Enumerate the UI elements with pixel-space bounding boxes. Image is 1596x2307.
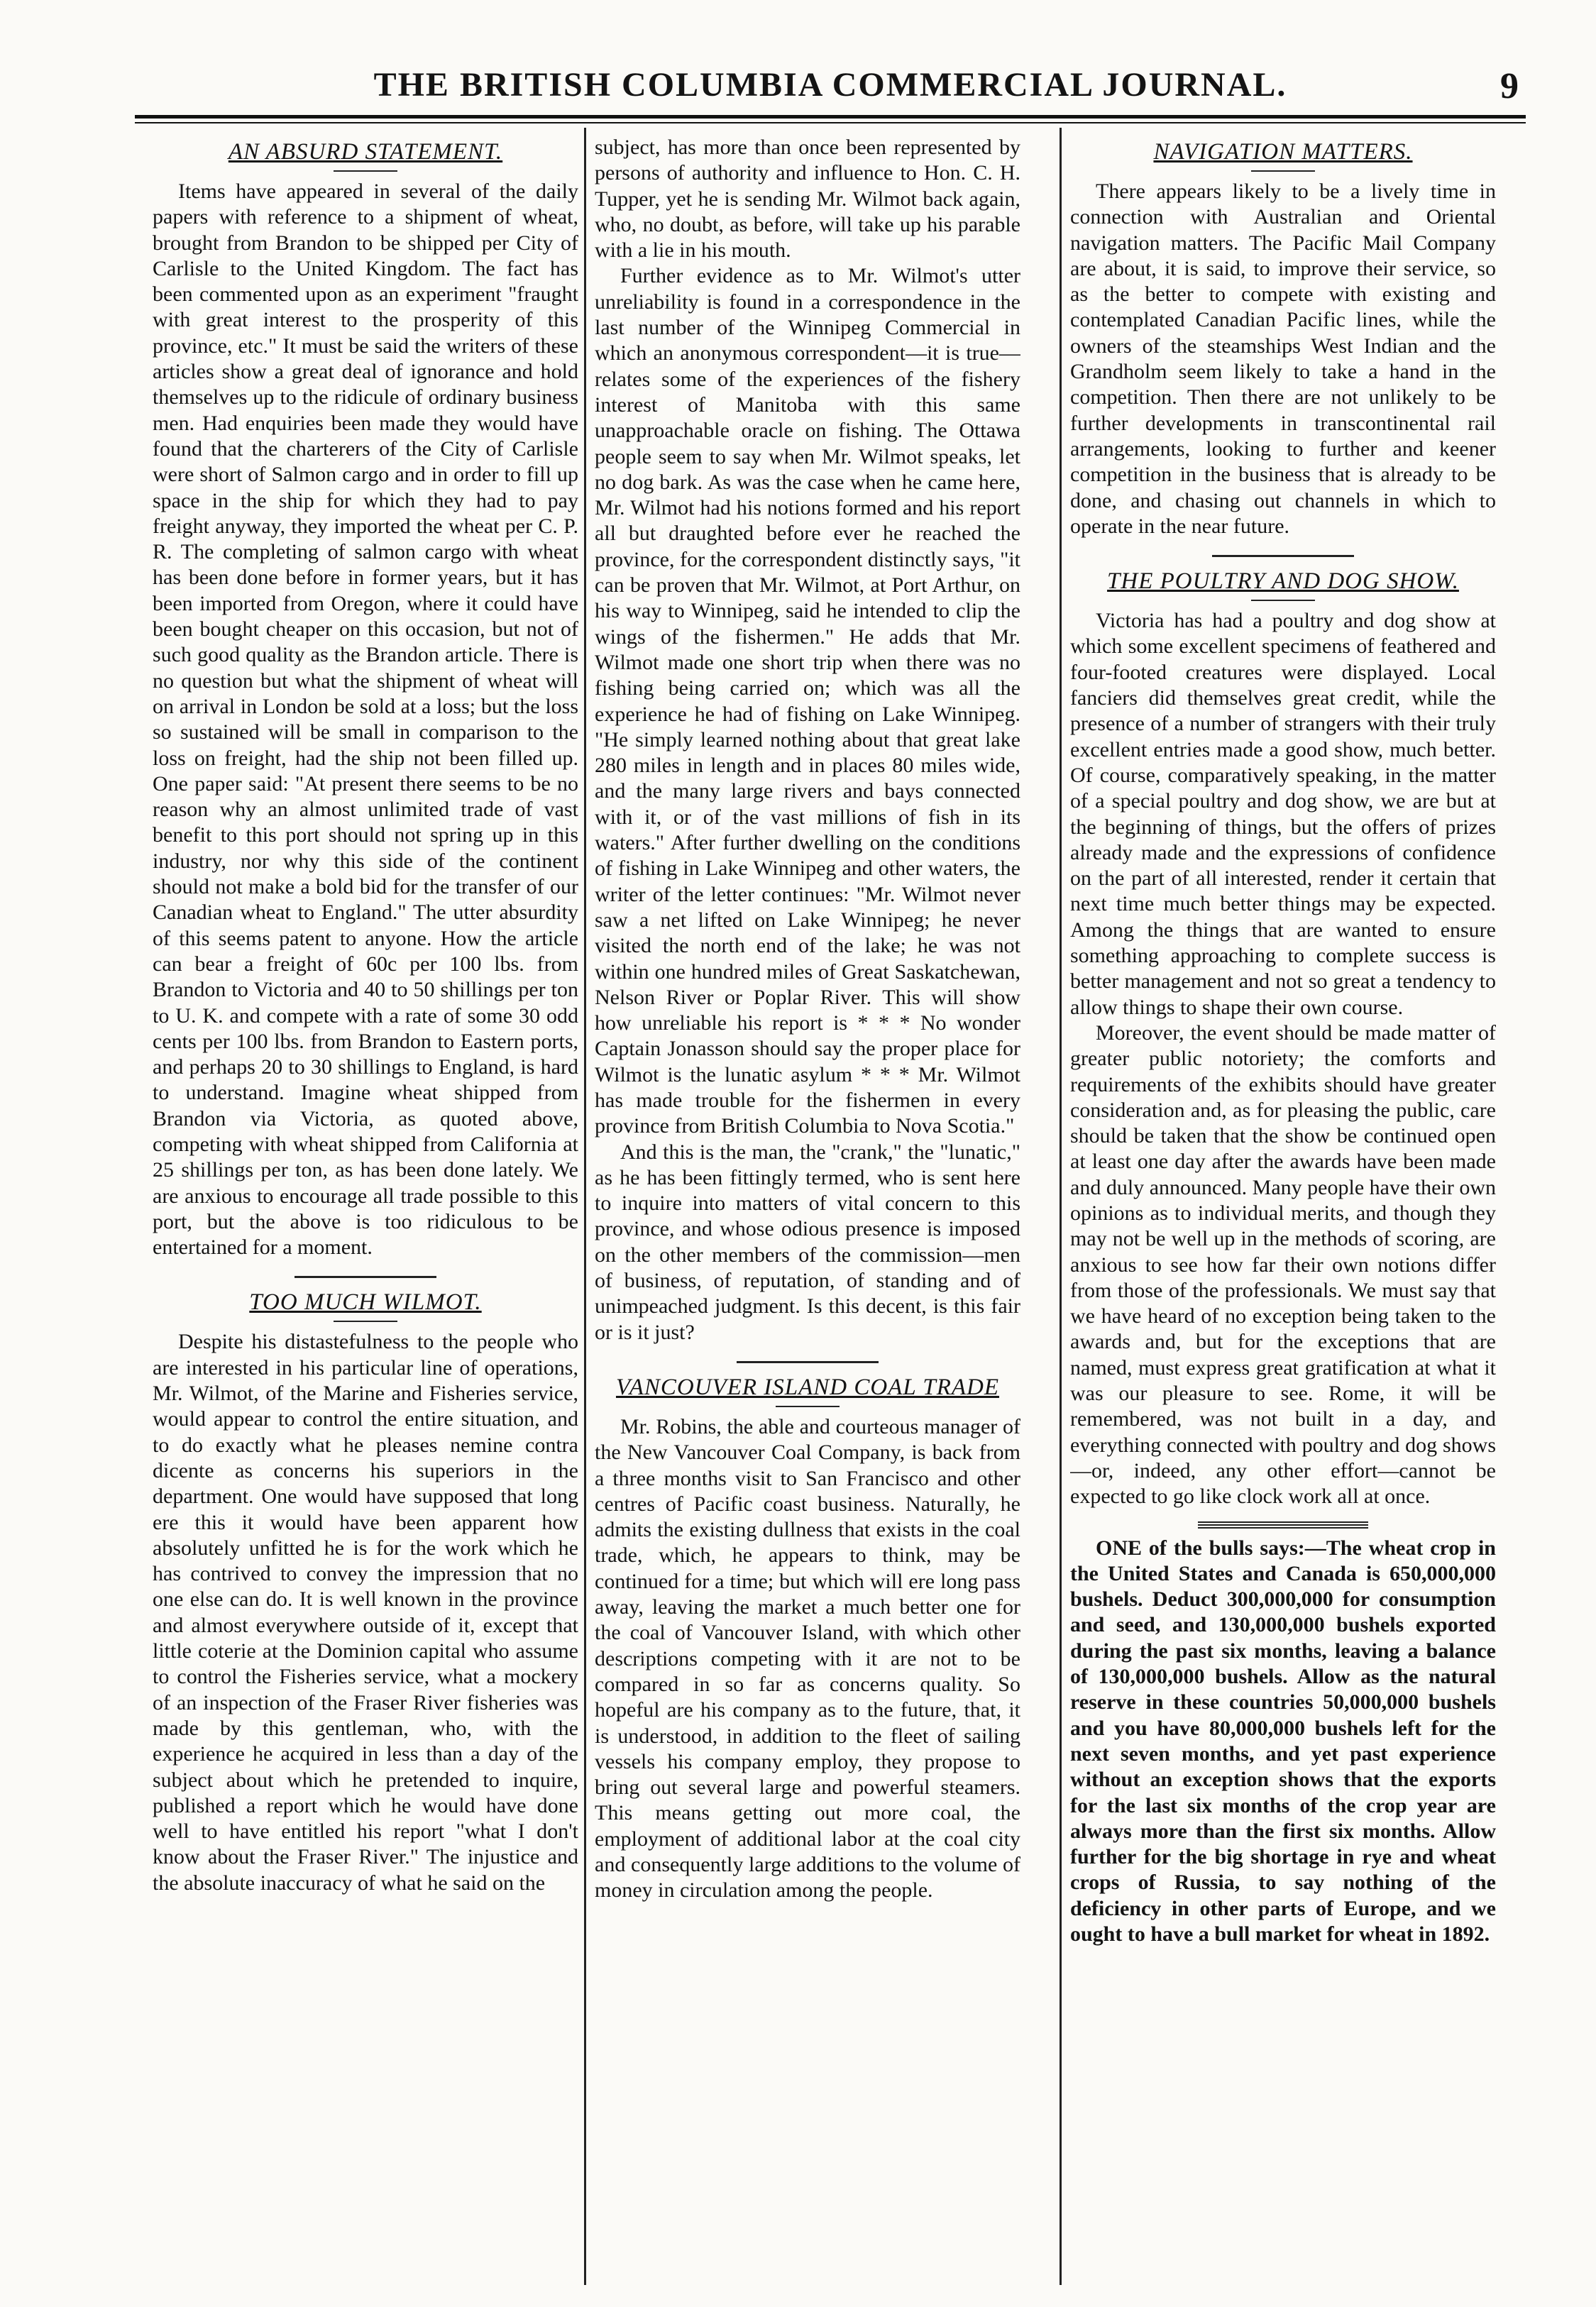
column-3	[1070, 135, 1496, 2271]
heading-dash	[334, 170, 397, 172]
article-separator	[1198, 1521, 1368, 1529]
article-paragraph: ONE of the bulls says:—The wheat crop in the United States and Canada is 650,000,000 bushels. Deduct 300,000,000 for consumption and seed, and 130,000,000 bushels exported during the past six months, leaving a balance of 130,000,000 bushels. Allow as the natural reserve in these countries 50,000,000 bushels and you have 80,000,000 bushels left for the next seven months, and yet past experience without an exception shows that the exports for the last six months of the crop year are always more than the first six months. Allow further for the big shortage in rye and wheat crops of Russia, to say nothing of the deficiency in other parts of Europe, and we ought to have a bull market for wheat in 1892.	[1070, 1536, 1496, 1946]
heading-dash	[776, 1406, 840, 1407]
header-rule	[135, 115, 1526, 119]
article-separator	[737, 1361, 879, 1363]
article-paragraph: Despite his distastefulness to the people who are interested in his particular line of operations, Mr. Wilmot, of the Marine and Fisheries service, would appear to control the entire situation, and to do exactly what he pleases nemine contra dicente as concerns his superiors in the department. One would have supposed that long ere this it would have been apparent how absolutely unfitted he is for the work which he has contrived to convey the impression that no one else can do. It is well known in the province and almost everywhere outside of it, except that little coterie at the Dominion capital who assume to control the Fisheries service, what a mockery of an inspection of the Fraser River fisheries was made by this gentleman, who, with the experience he acquired in less than a day of the subject about which he pretended to inquire, published a report which he would have done well to have entitled his report "what I don't know about the Fraser River." The injustice and the absolute inaccuracy of what he said on the	[153, 1330, 578, 1895]
article-heading: AN ABSURD STATEMENT.	[228, 139, 503, 165]
article-paragraph: Moreover, the event should be made matter of greater public notoriety; the comforts and requirements of the exhibits should have greater consideration and, as for pleasing the public, care should be taken that the show be continued open at least one day after the awards have been made and duly announced. Many people have their own opinions as to individual merits, and though they may not be well up in the methods of scoring, are anxious to see how far their own notions differ from those of the professionals. We must say that we have heard of no exception being taken to the awards and, but for the exceptions that are named, must express great gratification at what it was our pleasure to see. Rome, it will be remembered, was not built in a day, and everything connected with poultry and dog shows—or, indeed, any other effort—cannot be expected to go like clock work all at once.	[1070, 1020, 1496, 1509]
masthead	[135, 65, 1526, 116]
article-heading: THE POULTRY AND DOG SHOW.	[1107, 568, 1459, 595]
page-number: 9	[1500, 66, 1519, 106]
column-divider	[584, 128, 586, 2285]
heading-dash	[1251, 600, 1315, 601]
column-2	[595, 135, 1020, 2271]
article-separator	[1212, 555, 1354, 557]
article-heading: TOO MUCH WILMOT.	[249, 1289, 482, 1316]
header-rule-thin	[135, 122, 1526, 123]
article-paragraph: Mr. Robins, the able and courteous manager of the New Vancouver Coal Company, is back from a three months visit to San Francisco and other centres of Pacific coast business. Naturally, he admits the existing dullness that exists in the coal trade, which, he appears to think, may be continued for a time; but which will ere long pass away, leaving the market a much better one for the coal of Vancouver Island, with which other descriptions competing with it are not to be compared in so far as concerns quality. So hopeful are his company as to the future, that, it is understood, in addition to the fleet of sailing vessels his company employ, they propose to bring out several large and powerful steamers. This means getting out more coal, the employment of additional labor at the coal city and consequently large additions to the volume of money in circulation among the people.	[595, 1414, 1020, 1903]
article-paragraph: subject, has more than once been represented by persons of authority and influence to Hon. C. H. Tupper, yet he is sending Mr. Wilmot back again, who, no doubt, as before, will take up his parable with a lie in his mouth.	[595, 136, 1020, 263]
article-heading: NAVIGATION MATTERS.	[1153, 139, 1413, 165]
article-paragraph: There appears likely to be a lively time in connection with Australian and Oriental navigation matters. The Pacific Mail Company are about, it is said, to improve their service, so as the better to compete with existing and contemplated Canadian Pacific lines, while the owners of the steamships West Indian and the Grandholm seem likely to take a hand in the competition. Then there are not unlikely to be further developments in transcontinental rail arrangements, looking to further and keener competition in the business that is already to be done, and chasing out channels in which to operate in the near future.	[1070, 180, 1496, 538]
article-paragraph: Further evidence as to Mr. Wilmot's utter unreliability is found in a correspondence in the last number of the Winnipeg Commercial in which an anonymous correspondent—it is true—relates some of the experiences of the fishery interest of Manitoba with this same unapproachable oracle on fishing. The Ottawa people seem to say when Mr. Wilmot speaks, let no dog bark. As was the case when he came here, Mr. Wilmot had his notions formed and his report all but draughted before ever he reached the province, for the correspondent distinctly says, "it can be proven that Mr. Wilmot, at Port Arthur, on his way to Winnipeg, said he intended to clip the wings of the fishermen." He adds that Mr. Wilmot made one short trip when there was no fishing being carried on; which was all the experience he had of fishing on Lake Winnipeg. "He simply learned nothing about that great lake 280 miles in length and in places 80 miles wide, and the many large rivers and bays connected with it, or of the vast millions of fish in its waters." After further dwelling on the conditions of fishing in Lake Winnipeg and other waters, the writer of the letter continues: "Mr. Wilmot never saw a net lifted on Lake Winnipeg; he never visited the north end of the lake; he was not within one hundred miles of Great Saskatchewan, Nelson River or Poplar River. This will show how unreliable his report is * * * No wonder Captain Jonasson should say the proper place for Wilmot is the lunatic asylum * * * Mr. Wilmot has made trouble for the fishermen in every province from British Columbia to Nova Scotia."	[595, 264, 1020, 1138]
heading-dash	[1251, 170, 1315, 172]
article-paragraph: Victoria has had a poultry and dog show at which some excellent specimens of feathered and four-footed creatures were displayed. Local fanciers did themselves great credit, while the presence of a number of strangers with their truly excellent entries made a good show, much better. Of course, comparatively speaking, in the matter of a special poultry and dog show, we are but at the beginning of things, but the offers of prizes already made and the expressions of confidence on the part of all interested, render it certain that next time much better things may be expected. Among the things that are wanted to ensure something approaching to complete success is better management and not so great a tendency to allow things to shape their own course.	[1070, 609, 1496, 1019]
article-heading: VANCOUVER ISLAND COAL TRADE	[615, 1374, 1000, 1400]
column-1	[153, 135, 578, 2271]
column-divider	[1060, 128, 1062, 2285]
article-paragraph: And this is the man, the "crank," the "lunatic," as he has been fittingly termed, who is sent here to inquire into matters of vital concern to this province, and whose odious presence is imposed on the other members of the commission—men of business, of reputation, of standing and of unimpeached judgment. Is this decent, is this fair or is it just?	[595, 1140, 1020, 1344]
article-separator	[295, 1276, 436, 1278]
article-paragraph: Items have appeared in several of the daily papers with reference to a shipment of wheat, brought from Brandon to be shipped per City of Carlisle to the United Kingdom. The fact has been commented upon as an experiment "fraught with great interest to the prosperity of this province, etc." It must be said the writers of these articles show a great deal of ignorance and hold themselves up to the ridicule of ordinary business men. Had enquiries been made they would have found that the charterers of the City of Carlisle were short of Salmon cargo and in order to fill up space in the ship for which they had to pay freight anyway, they imported the wheat per C. P. R. The completing of salmon cargo with wheat has been done before in former years, but it has been imported from Oregon, where it could have been bought cheaper on this occasion, but not of such good quality as the Brandon article. There is no question but what the shipment of wheat will on arrival in London be sold at a loss; but the loss so sustained will be small in comparison to the loss on freight, had the ship not been filled up. One paper said: "At present there seems to be no reason why an almost unlimited trade of vast benefit to this port should not spring up in this industry, nor why this side of the continent should not make a bold bid for the transfer of our Canadian wheat to England." The utter absurdity of this seems patent to anyone. How the article can bear a freight of 60c per 100 lbs. from Brandon to Victoria and 40 to 50 shillings per ton to U. K. and compete with a rate of some 30 odd cents per 100 lbs. from Brandon to Eastern ports, and perhaps 20 to 30 shillings to England, is hard to understand. Imagine wheat shipped from Brandon via Victoria, as quoted above, competing with wheat shipped from California at 25 shillings per ton, as has been done lately. We are anxious to encourage all trade possible to this port, but the above is too ridiculous to be entertained for a moment.	[153, 180, 578, 1260]
masthead-title: THE BRITISH COLUMBIA COMMERCIAL JOURNAL.	[373, 66, 1287, 104]
heading-dash	[334, 1321, 397, 1322]
